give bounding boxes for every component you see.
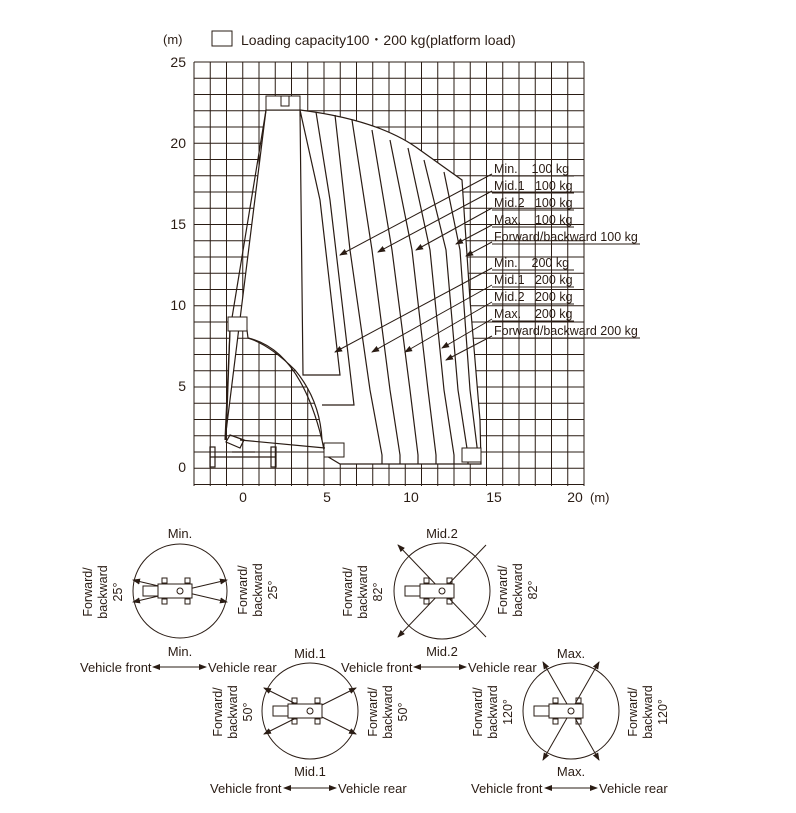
vehicle-front-label: Vehicle front: [341, 660, 413, 675]
rot-bw-left-mid2: backward: [356, 565, 370, 619]
rot-angle-right-mid1: 50°: [396, 702, 410, 722]
y-tick: 0: [178, 459, 186, 475]
rotation-title: Min.: [167, 526, 193, 541]
rot-fb-left-min: Forward/: [81, 567, 95, 617]
rot-angle-left-mid1: 50°: [241, 702, 255, 722]
rot-angle-left-mid2: 82°: [371, 582, 385, 602]
callout-mid1-100: Mid.1 100 kg: [494, 179, 573, 193]
y-tick: 20: [170, 135, 186, 151]
y-tick: 5: [178, 378, 186, 394]
callout-mid2-100: Mid.2 100 kg: [494, 196, 573, 210]
rotation-bottom-label: Max.: [556, 764, 586, 779]
rotation-title: Mid.2: [426, 526, 458, 541]
x-tick: 0: [239, 489, 247, 505]
y-tick: 25: [170, 54, 186, 70]
rot-fb-right-mid1: Forward/: [366, 687, 380, 737]
vehicle-front-label: Vehicle front: [80, 660, 152, 675]
rotation-bottom-label: Mid.2: [426, 644, 458, 659]
vehicle-rear-label: Vehicle rear: [208, 660, 277, 675]
working-envelope: [225, 110, 481, 464]
callout-max-100: Max. 100 kg: [494, 213, 573, 227]
rot-angle-right-min: 25°: [266, 580, 280, 600]
rotation-diagram-mid2: [394, 526, 490, 667]
rot-bw-right-min: backward: [251, 563, 265, 617]
rot-fb-left-max: Forward/: [471, 687, 485, 737]
rot-bw-right-mid2: backward: [511, 563, 525, 617]
vehicle-rear-label: Vehicle rear: [599, 781, 668, 796]
unit-label-right: (m): [590, 490, 610, 505]
vehicle-front-label: Vehicle front: [471, 781, 543, 796]
y-tick: 10: [170, 297, 186, 313]
x-tick: 15: [486, 489, 502, 505]
x-tick: 20: [567, 489, 583, 505]
callout-min-200: Min. 200 kg: [494, 256, 570, 270]
rot-bw-right-max: backward: [641, 685, 655, 739]
callout-fb-200: Forward/backward 200 kg: [494, 324, 638, 338]
unit-label-top: (m): [163, 32, 183, 47]
callout-mid2-200: Mid.2 200 kg: [494, 290, 573, 304]
rot-fb-right-min: Forward/: [236, 565, 250, 615]
callouts-100kg: [494, 162, 638, 244]
rot-bw-right-mid1: backward: [381, 685, 395, 739]
x-tick: 5: [323, 489, 331, 505]
rot-fb-right-mid2: Forward/: [496, 565, 510, 615]
vehicle-rear-label: Vehicle rear: [338, 781, 407, 796]
vehicle-front-label: Vehicle front: [210, 781, 282, 796]
vehicle-rear-label: Vehicle rear: [468, 660, 537, 675]
rot-bw-left-mid1: backward: [226, 685, 240, 739]
callout-min-100: Min. 100 kg: [494, 162, 570, 176]
x-tick: 10: [403, 489, 419, 505]
rot-bw-left-max: backward: [486, 685, 500, 739]
rot-angle-left-min: 25°: [111, 582, 125, 602]
callout-max-200: Max. 200 kg: [494, 307, 573, 321]
y-tick: 15: [170, 216, 186, 232]
rot-fb-right-max: Forward/: [626, 687, 640, 737]
rot-fb-left-mid2: Forward/: [341, 567, 355, 617]
callouts-200kg: [494, 256, 638, 338]
legend-swatch: [212, 31, 232, 46]
rotation-bottom-label: Min.: [167, 644, 193, 659]
rotation-diagram-min: [133, 526, 227, 667]
rotation-diagram-max: [523, 646, 619, 788]
rot-angle-left-max: 120°: [501, 699, 515, 725]
rotation-title: Mid.1: [294, 646, 326, 661]
rotation-bottom-label: Mid.1: [294, 764, 326, 779]
x-tick-labels: [239, 489, 583, 505]
rot-angle-right-mid2: 82°: [526, 580, 540, 600]
legend-label: Loading capacity100・200 kg(platform load): [241, 32, 516, 48]
callout-mid1-200: Mid.1 200 kg: [494, 273, 573, 287]
rot-angle-right-max: 120°: [656, 699, 670, 725]
y-tick-labels: [170, 54, 186, 475]
rotation-title: Max.: [556, 646, 586, 661]
rot-fb-left-mid1: Forward/: [211, 687, 225, 737]
rot-bw-left-min: backward: [96, 565, 110, 619]
callout-fb-100: Forward/backward 100 kg: [494, 230, 638, 244]
